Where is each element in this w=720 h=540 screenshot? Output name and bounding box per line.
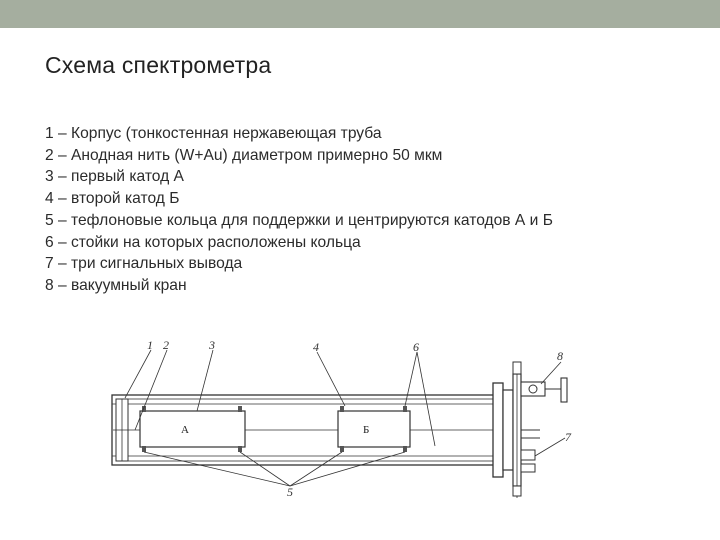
cathode-b-label: Б [363, 424, 370, 436]
callout-7: 7 [565, 430, 571, 444]
slide-title: Схема спектрометра [45, 52, 272, 78]
callout-4: 4 [313, 340, 319, 354]
cathode-b [338, 411, 410, 447]
legend-item-7: 7 – три сигнальных вывода [45, 255, 243, 273]
legend-item-4: 4 – второй катод Б [45, 190, 180, 208]
callout-8: 8 [557, 349, 563, 363]
cathode-a-label: А [181, 424, 189, 436]
callout-5: 5 [287, 485, 293, 498]
legend-item-6: 6 – стойки на которых расположены кольца [45, 233, 361, 251]
legend-item-8: 8 – вакуумный кран [45, 276, 187, 294]
callout-6: 6 [413, 340, 419, 354]
legend-item-5: 5 – тефлоновые кольца для поддержки и центрируются катодов А и Б [45, 211, 553, 229]
callout-3: 3 [209, 338, 215, 352]
callout-1: 1 [147, 338, 153, 352]
callout-2: 2 [163, 338, 169, 352]
vacuum-valve [521, 378, 567, 402]
spectrometer-diagram [95, 338, 595, 498]
cathode-a [140, 411, 245, 447]
signal-leads [521, 430, 540, 472]
legend-item-2: 2 – Анодная нить (W+Au) диаметром примерно 50 мкм [45, 146, 443, 164]
legend-item-1: 1 – Корпус (тонкостенная нержавеющая труба [45, 125, 382, 142]
end-flange-assembly [493, 362, 521, 498]
header-accent-bar [0, 0, 720, 28]
legend-item-3: 3 – первый катод А [45, 168, 184, 186]
legend-list [45, 123, 553, 297]
